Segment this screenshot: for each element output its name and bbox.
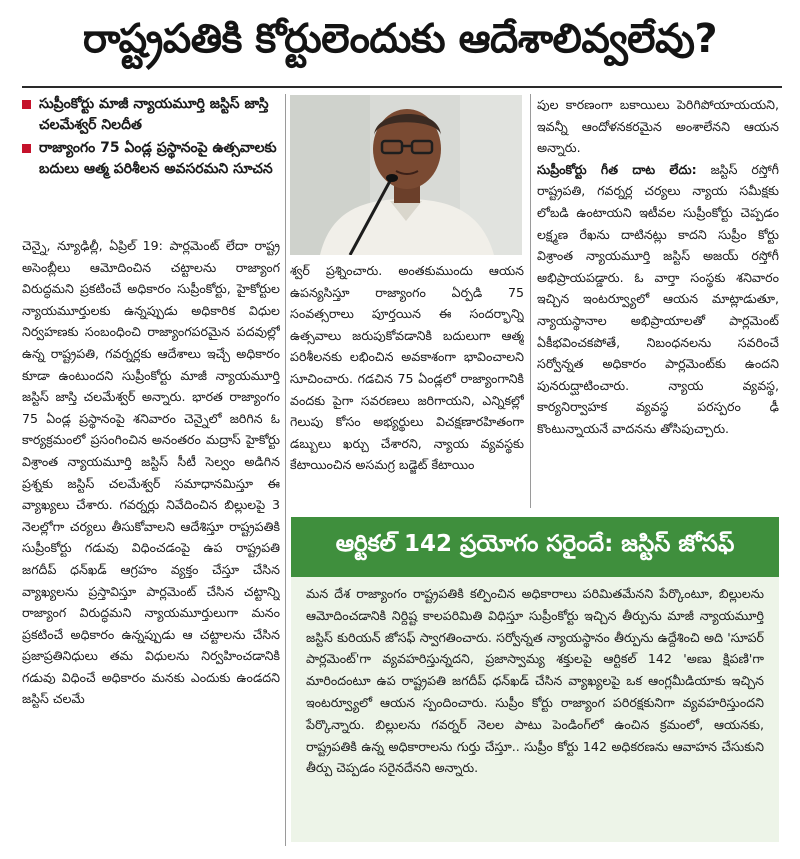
speaker-photo-icon [290, 95, 522, 255]
summary-bullet: రాజ్యాంగం 75 ఏండ్ల ప్రస్థానంపై ఉత్సవాలకు బదులు ఆత్మ పరిశీలన అవసరమని సూచన [22, 138, 280, 180]
column-2-text: శ్వర్ ప్రశ్నించారు. అంతకుముందు ఆయన ఉపన్యసిస్తూ రాజ్యాంగం ఏర్పడి 75 సంవత్సరాలు పూర్తయిన ఈ సందర్భాన్ని ఉత్సవాలు జరుపుకోవడానికి బదులుగా ఆత్మ పరిశీలనకు లభించిన అవకాశంగా భావించాలని సూచించారు. గడచిన 75 ఏండ్లలో రాజ్యాంగానికి వందకు పైగా సవరణలు జరిగాయని, ఎన్నికల్లో గెలుపు కోసం అభ్యర్థులు విచక్షణారహితంగా డబ్బులు ఖర్చు చేశారని, న్యాయ వ్యవస్థకు కేటాయించిన అసమగ్ర బడ్జెట్ కేటాయిం [290, 263, 524, 473]
summary-bullets [22, 94, 280, 182]
column-3-subsection: సుప్రీంకోర్టు గీత దాట లేదు: జస్టిస్ రస్తోగీ రాష్ట్రపతి, గవర్నర్ల చర్యలు న్యాయ సమీక్షకు లోబడి ఉంటాయని ఇటీవల సుప్రీంకోర్టు చెప్పడం లక్ష్మణ రేఖను దాటినట్లు కాదని సుప్రీం కోర్టు విశ్రాంత న్యాయమూర్తి జస్టిస్ అజయ్ రస్తోగీ అభిప్రాయపడ్డారు. ఓ వార్తా సంస్థకు శనివారం ఇచ్చిన ఇంటర్వ్యూలో ఆయన మాట్లాడుతూ, న్యాయస్థానాల అభిప్రాయాలతో పార్లమెంట్ ఏకీభవించకపోతే, నిబంధనలను సవరించే సర్వోన్నత అధికారం పార్లమెంట్‌కు ఉందని పునరుద్ఘాటించారు. న్యాయ వ్యవస్థ, కార్యనిర్వాహక వ్యవస్థ పరస్పరం ఢీ కొంటున్నాయనే వాదనను తోసిపుచ్చారు. [537, 161, 779, 436]
article-column-3 [537, 94, 779, 508]
headline-rule [22, 86, 782, 88]
column-divider [285, 94, 286, 846]
column-divider [530, 94, 531, 508]
summary-bullet: సుప్రీంకోర్టు మాజీ న్యాయమూర్తి జస్టిస్ జాస్తి చలమేశ్వర్ నిలదీత [22, 94, 280, 136]
headline: రాష్ట్రపతికి కోర్టులెందుకు ఆదేశాలివ్వలేవు? [82, 16, 718, 62]
article-column-2 [290, 260, 524, 508]
speaker-photo [290, 95, 522, 255]
article-column-1 [22, 235, 280, 847]
column-1-text: చెన్నై, న్యూఢిల్లీ, ఏప్రిల్ 19: పార్లమెంట్ లేదా రాష్ట్ర అసెంబ్లీలు ఆమోదించిన చట్టాలను రాజ్యాంగ విరుద్ధమని ప్రకటించే అధికారం సుప్రీంకోర్టు, హైకోర్టుల న్యాయమూర్తులకు ఉన్నప్పుడు అధికారిక విధుల నిర్వహణకు సంబంధించి రాజ్యాంగపరమైన పదవుల్లో ఉన్న రాష్ట్రపతి, గవర్నర్లకు ఆదేశాలు ఇచ్చే అధికారం కూడా ఉంటుందని సుప్రీంకోర్టు మాజీ న్యాయమూర్తి జస్టిస్ జాస్తి చలమేశ్వర్ అన్నారు. భారత రాజ్యాంగం 75 ఏండ్ల ప్రస్థానంపై శనివారం చెన్నైలో జరిగిన ఓ కార్యక్రమంలో ప్రసంగించిన అనంతరం మద్రాస్ హైకోర్టు విశ్రాంత న్యాయమూర్తి జస్టిస్ సీటీ సెల్వం అడిగిన ప్రశ్నకు జస్టిస్ చలమేశ్వర్ సమాధానమిస్తూ ఈ వ్యాఖ్యలు చేశారు. గవర్నర్లు నివేదించిన బిల్లులపై 3 నెలల్లోగా చర్యలు తీసుకోవాలని ఆదేశిస్తూ రాష్ట్రపతికి సుప్రీంకోర్టు గడువు విధించడంపై ఉప రాష్ట్రపతి జగదీప్ ధన్‌ఖడ్ ఆగ్రహం వ్యక్తం చేస్తూ చేసిన వ్యాఖ్యలను ప్రస్తావిస్తూ పార్లమెంట్ చేసిన చట్టాన్ని రాజ్యాంగ విరుద్ధమని న్యాయమూర్తులుగా మనం ప్రకటించే అధికారం ఉన్నప్పుడు ఆ చట్టాలను చేసిన ప్రజాప్రతినిధులు తమ విధులను నిర్వహించడానికి గడువు విధించే అధికారం మనకు ఎందుకు ఉండదని జస్టిస్ చలమే [22, 238, 280, 707]
subsection-heading: సుప్రీంకోర్టు గీత దాట లేదు: [537, 161, 697, 177]
box-title: ఆర్టికల్ 142 ప్రయోగం సరైందే: జస్టిస్ జోసఫ్ [291, 517, 779, 577]
square-bullet-icon [22, 144, 31, 153]
column-3-text: పుల కారణంగా బకాయిలు పెరిగిపోయాయయని, ఇవన్నీ ఆందోళనకరమైన అంశాలేనని ఆయన అన్నారు. [537, 97, 779, 156]
box-text: మన దేశ రాజ్యాంగం రాష్ట్రపతికి కల్పించిన అధికారాలు పరిమితమేనని పేర్కొంటూ, బిల్లులను ఆమోదించడానికి నిర్దిష్ట కాలపరిమితి విధిస్తూ సుప్రీంకోర్టు ఇచ్చిన తీర్పును మాజీ న్యాయమూర్తి జస్టిస్ కురియన్ జోసఫ్ స్వాగతించారు. సర్వోన్నత న్యాయస్థానం తీర్పును ఉద్దేశించి అది 'సూపర్ పార్లమెంట్'గా వ్యవహరిస్తున్నదని, ప్రజాస్వామ్య శక్తులపై ఆర్టికల్ 142 'అణు క్షిపణి'గా మారిందంటూ ఉప రాష్ట్రపతి జగదీప్ ధన్‌ఖడ్ చేసిన వ్యాఖ్యలపై ఒక ఆంగ్లమీడియాకు ఇచ్చిన ఇంటర్వ్యూలో ఆయన స్పందించారు. సుప్రీం కోర్టు రాజ్యాంగ పరిరక్షకునిగా వ్యవహరిస్తుందని పేర్కొన్నారు. బిల్లులను గవర్నర్ నెలల పాటు పెండింగ్‌లో ఉంచిన క్రమంలో, ఆయనకు, రాష్ట్రపతికి ఉన్న అధికారాలను గుర్తు చేస్తూ.. సుప్రీం కోర్టు 142 అధికరణను ఆవాహన చేసుకుని తీర్పు చెప్పడం సరైనదేనని అన్నారు. [306, 586, 764, 776]
square-bullet-icon [22, 100, 31, 109]
